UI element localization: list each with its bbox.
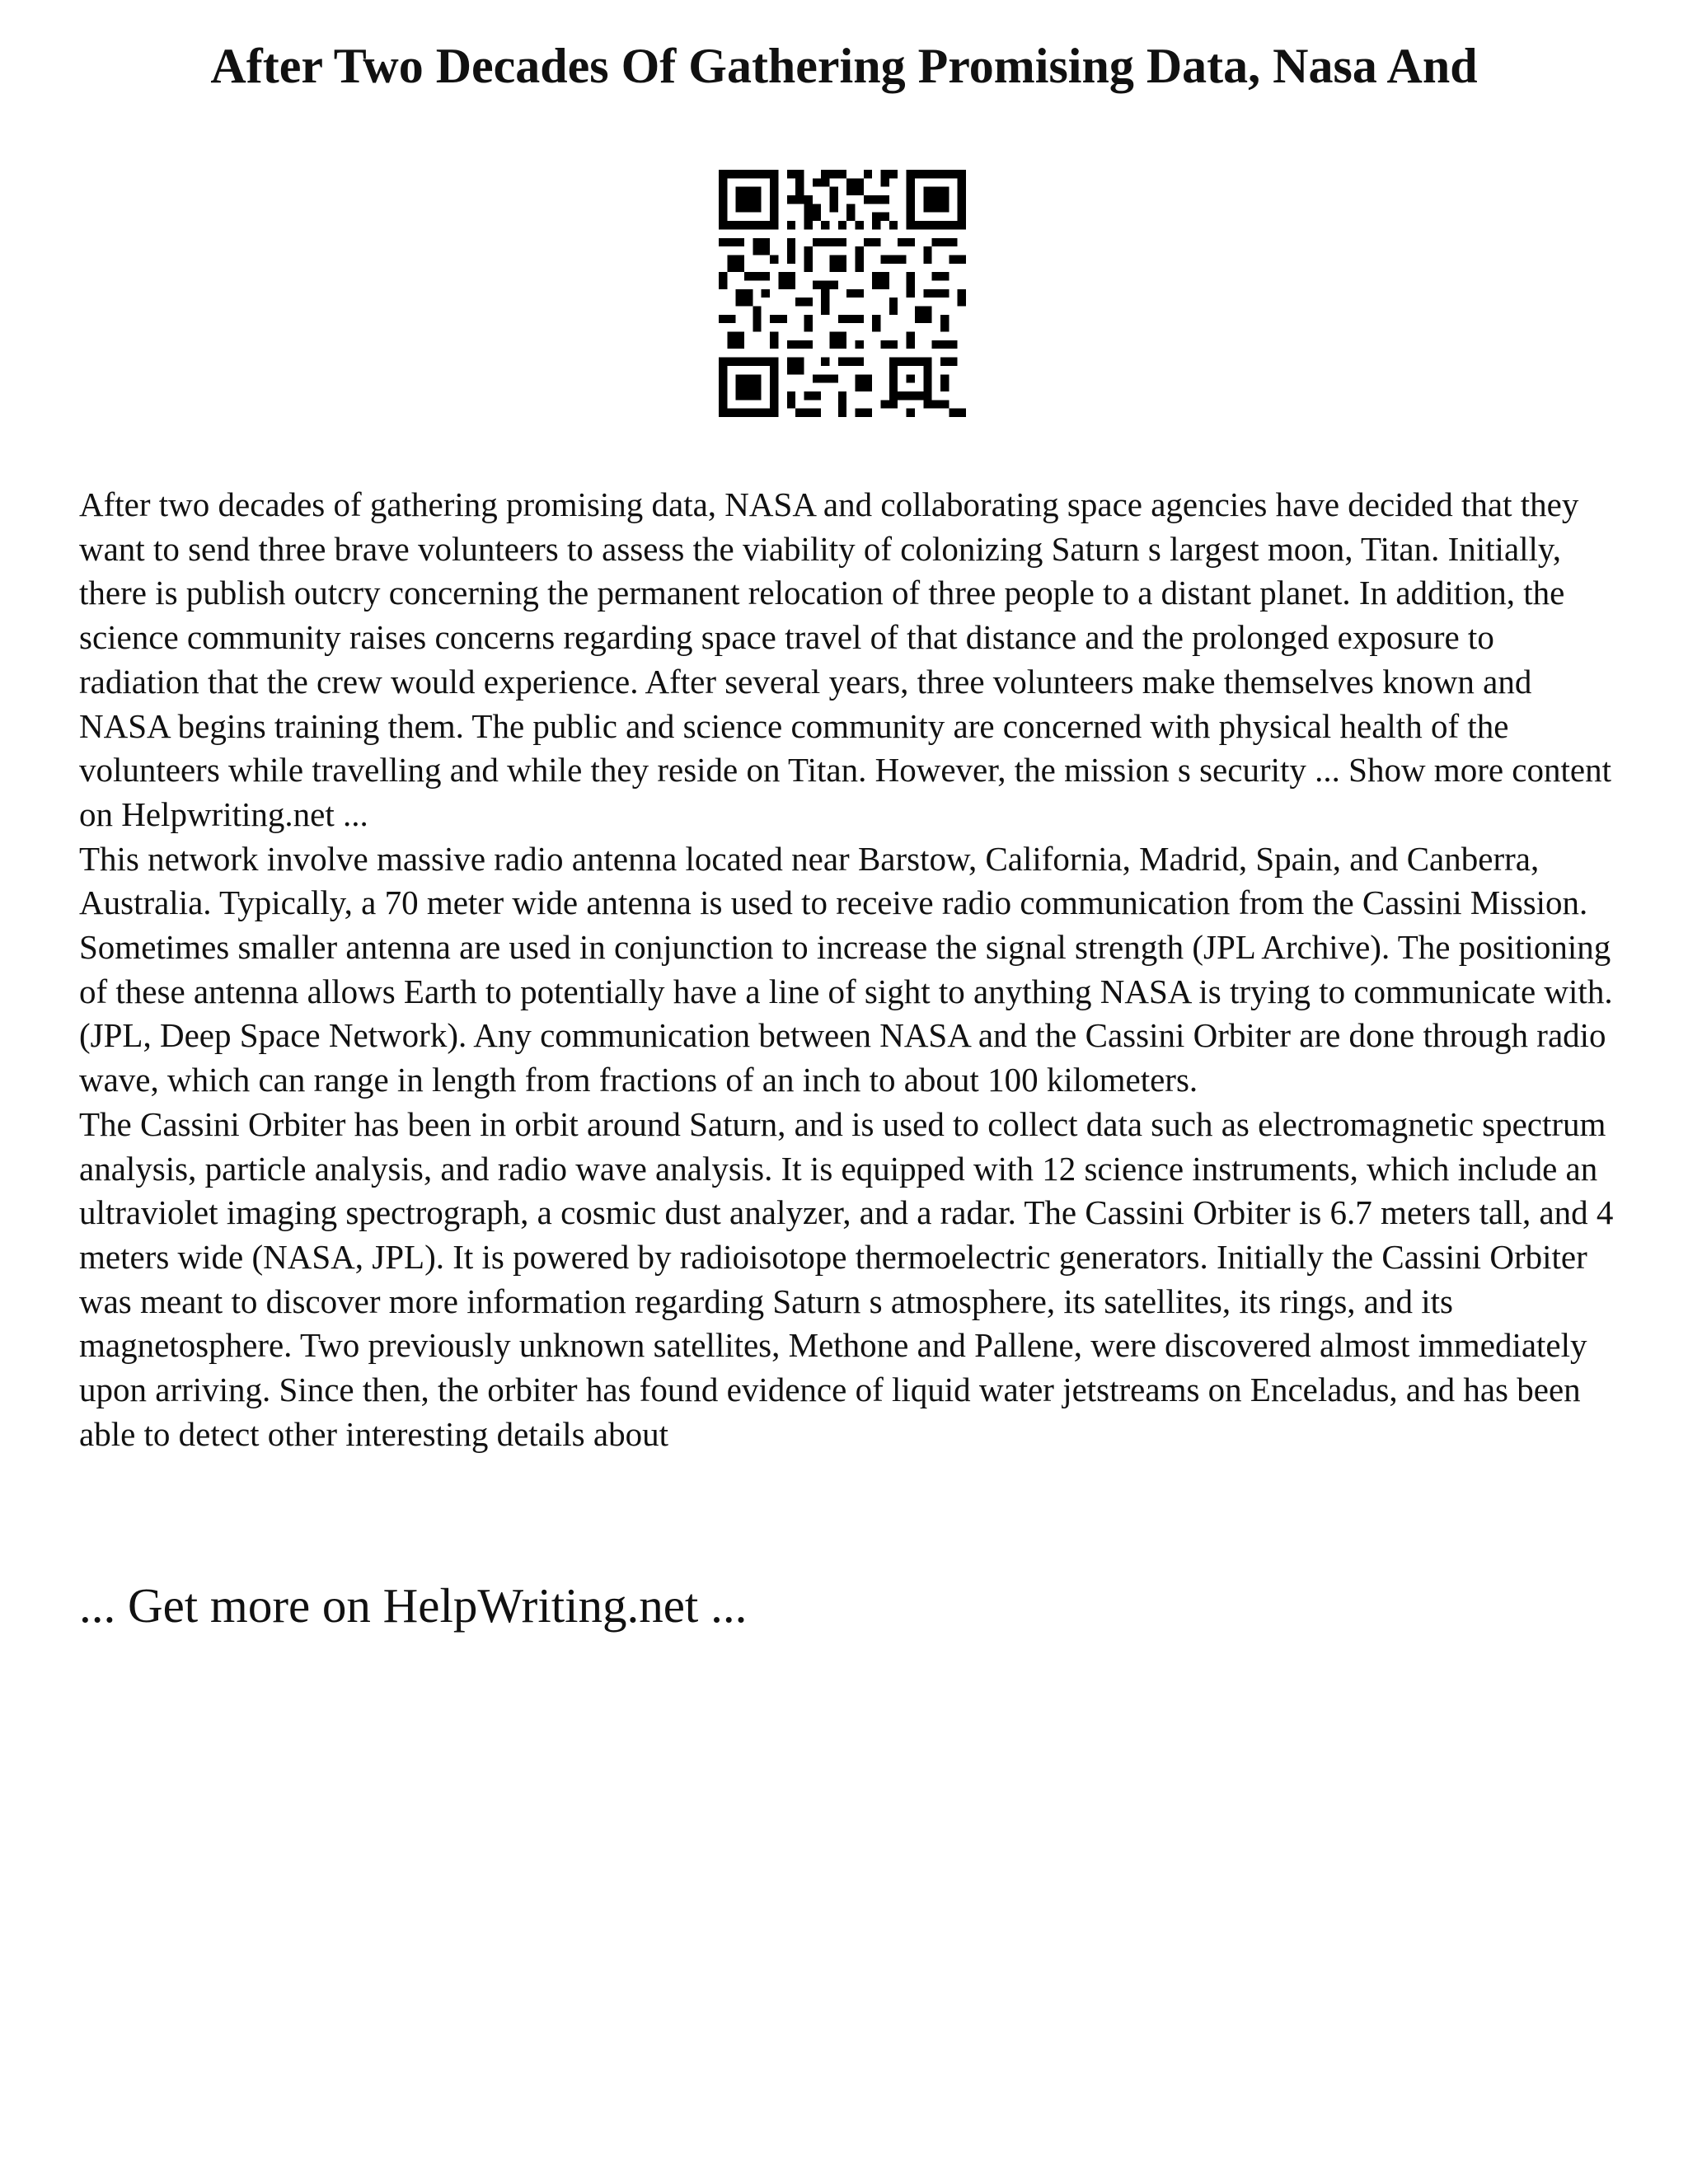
paragraph-1: After two decades of gathering promising data, NASA and collaborating space agencies have decided that they want to send three brave volunteers to assess the viability of colonizing Saturn s largest moon, Titan. Initially, there is publish outcry concerning the permanent relocation of three people to a distant planet. In addition, the science community raises concerns regarding space travel of that distance and the prolonged exposure to radiation that the crew would experience. After several years, three volunteers make themselves known and NASA begins training them. The public and science community are concerned with physical health of the volunteers while travelling and while they reside on Titan. However, the mission s security ... Show more content on Helpwriting.net ... xyxy=(79,485,1611,833)
document-title: After Two Decades Of Gathering Promising Data, Nasa And xyxy=(210,39,1478,93)
paragraph-3: The Cassini Orbiter has been in orbit around Saturn, and is used to collect data such as electromagnetic spectrum analysis, particle analysis, and radio wave analysis. It is equipped with 12 science instruments, which include an ultraviolet imaging spectrograph, a cosmic dust analyzer, and a radar. The Cassini Orbiter is 6.7 meters tall, and 4 meters wide (NASA, JPL). It is powered by radioisotope thermoelectric generators. Initially the Cassini Orbiter was meant to discover more information regarding Saturn s atmosphere, its satellites, its rings, and its magnetosphere. Two previously unknown satellites, Methone and Pallene, were discovered almost immediately upon arriving. Since then, the orbiter has found evidence of liquid water jetstreams on Enceladus, and has been able to detect other interesting details about xyxy=(79,1104,1614,1453)
qr-code[interactable] xyxy=(719,170,966,417)
article-body xyxy=(79,483,1620,1456)
paragraph-2: This network involve massive radio antenna located near Barstow, California, Madrid, Spain, and Canberra, Australia. Typically, a 70 meter wide antenna is used to receive radio communication from the Cassini Mission. Sometimes smaller antenna are used in conjunction to increase the signal strength (JPL Archive). The positioning of these antenna allows Earth to potentially have a line of sight to anything NASA is trying to communicate with. (JPL, Deep Space Network). Any communication between NASA and the Cassini Orbiter are done through radio wave, which can range in length from fractions of an inch to about 100 kilometers. xyxy=(79,839,1613,1099)
get-more-link[interactable]: ... Get more on HelpWriting.net ... xyxy=(79,1578,748,1633)
qr-code-icon xyxy=(719,170,966,417)
